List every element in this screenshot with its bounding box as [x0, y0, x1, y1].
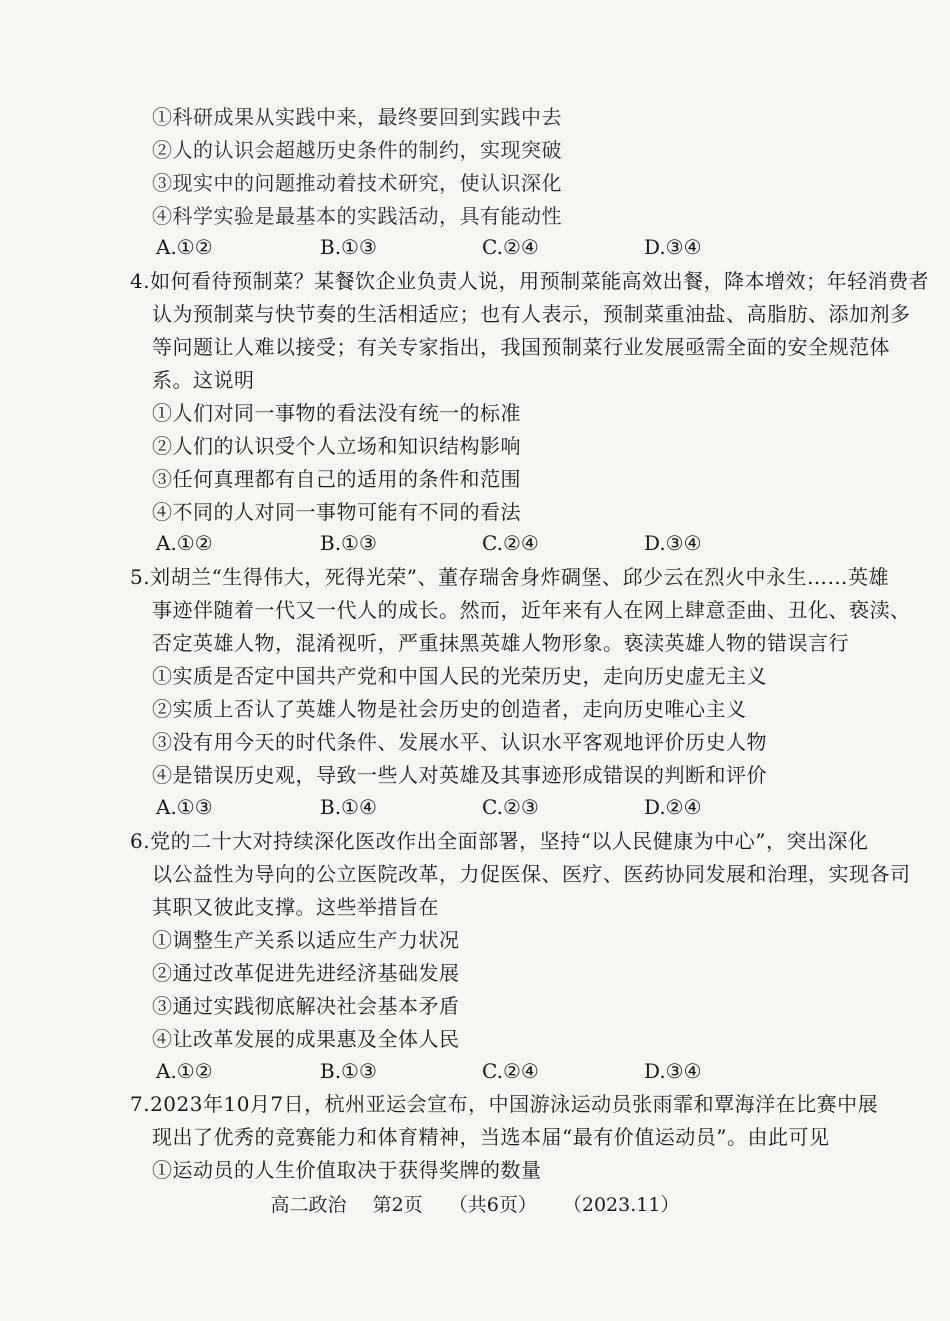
- q3-item-1: ①科研成果从实践中来，最终要回到实践中去: [152, 105, 562, 129]
- q7-item-1: ①运动员的人生价值取决于获得奖牌的数量: [152, 1158, 542, 1182]
- q4-stem-line-3: 等问题让人难以接受；有关专家指出，我国预制菜行业发展亟需全面的安全规范体: [152, 335, 890, 359]
- q5-stem-line-2: 事迹伴随着一代又一代人的成长。然而，近年来有人在网上肆意歪曲、丑化、亵渎、: [152, 598, 911, 622]
- q3-option-a: A.①②: [156, 235, 213, 259]
- q4-stem-line-4: 系。这说明: [152, 368, 255, 392]
- q6-item-3: ③通过实践彻底解决社会基本矛盾: [152, 994, 460, 1018]
- q6-stem-line-3: 其职又彼此支撑。这些举措旨在: [152, 895, 439, 919]
- q3-item-2: ②人的认识会超越历史条件的制约，实现突破: [152, 138, 562, 162]
- q3-option-b: B.①③: [320, 235, 377, 259]
- footer-subject: 高二政治: [270, 1194, 347, 1216]
- q5-option-a: A.①③: [156, 795, 213, 819]
- q6-option-b: B.①③: [320, 1059, 377, 1083]
- q5-option-d: D.②④: [644, 795, 702, 819]
- q5-item-3: ③没有用今天的时代条件、发展水平、认识水平客观地评价历史人物: [152, 730, 767, 754]
- q7-stem-line-1: 7.2023年10月7日，杭州亚运会宣布，中国游泳运动员张雨霏和覃海洋在比赛中展: [130, 1092, 879, 1116]
- q5-stem-line-1: 5.刘胡兰“生得伟大，死得光荣”、董存瑞舍身炸碉堡、邱少云在烈火中永生……英雄: [130, 565, 890, 589]
- page-footer: [0, 1192, 950, 1218]
- q6-item-1: ①调整生产关系以适应生产力状况: [152, 928, 460, 952]
- q6-option-d: D.③④: [644, 1059, 702, 1083]
- q5-item-4: ④是错误历史观，导致一些人对英雄及其事迹形成错误的判断和评价: [152, 763, 767, 787]
- q4-stem-line-2: 认为预制菜与快节奏的生活相适应；也有人表示，预制菜重油盐、高脂肪、添加剂多: [152, 302, 911, 326]
- q4-option-a: A.①②: [156, 531, 213, 555]
- q6-option-c: C.②④: [482, 1059, 539, 1083]
- q6-options: [156, 1058, 716, 1084]
- footer-date: （2023.11）: [562, 1194, 680, 1216]
- q3-options: [156, 234, 716, 260]
- footer-total-pages: （共6页）: [448, 1194, 537, 1216]
- q3-item-4: ④科学实验是最基本的实践活动，具有能动性: [152, 204, 562, 228]
- q4-item-3: ③任何真理都有自己的适用的条件和范围: [152, 467, 521, 491]
- q4-item-1: ①人们对同一事物的看法没有统一的标准: [152, 401, 521, 425]
- q6-stem-line-1: 6.党的二十大对持续深化医改作出全面部署，坚持“以人民健康为中心”，突出深化: [130, 829, 869, 853]
- q4-item-2: ②人们的认识受个人立场和知识结构影响: [152, 434, 521, 458]
- q6-item-2: ②通过改革促进先进经济基础发展: [152, 961, 460, 985]
- q5-option-b: B.①④: [320, 795, 377, 819]
- q6-item-4: ④让改革发展的成果惠及全体人民: [152, 1027, 460, 1051]
- q4-option-c: C.②④: [482, 531, 539, 555]
- q6-option-a: A.①②: [156, 1059, 213, 1083]
- q3-option-c: C.②④: [482, 235, 539, 259]
- q5-options: [156, 794, 716, 820]
- q5-stem-line-3: 否定英雄人物，混淆视听，严重抹黑英雄人物形象。亵渎英雄人物的错误言行: [152, 631, 849, 655]
- q4-options: [156, 530, 716, 556]
- q3-option-d: D.③④: [644, 235, 702, 259]
- q5-item-1: ①实质是否定中国共产党和中国人民的光荣历史，走向历史虚无主义: [152, 664, 767, 688]
- q4-stem-line-1: 4.如何看待预制菜？某餐饮企业负责人说，用预制菜能高效出餐，降本增效；年轻消费者: [130, 269, 930, 293]
- q6-stem-line-2: 以公益性为导向的公立医院改革，力促医保、医疗、医药协同发展和治理，实现各司: [152, 862, 911, 886]
- q4-item-4: ④不同的人对同一事物可能有不同的看法: [152, 500, 521, 524]
- q7-stem-line-2: 现出了优秀的竞赛能力和体育精神，当选本届“最有价值运动员”。由此可见: [152, 1125, 830, 1149]
- q4-option-b: B.①③: [320, 531, 377, 555]
- q3-item-3: ③现实中的问题推动着技术研究，使认识深化: [152, 171, 562, 195]
- q5-item-2: ②实质上否认了英雄人物是社会历史的创造者，走向历史唯心主义: [152, 697, 747, 721]
- q4-option-d: D.③④: [644, 531, 702, 555]
- footer-page-number: 第2页: [372, 1194, 423, 1216]
- q5-option-c: C.②③: [482, 795, 539, 819]
